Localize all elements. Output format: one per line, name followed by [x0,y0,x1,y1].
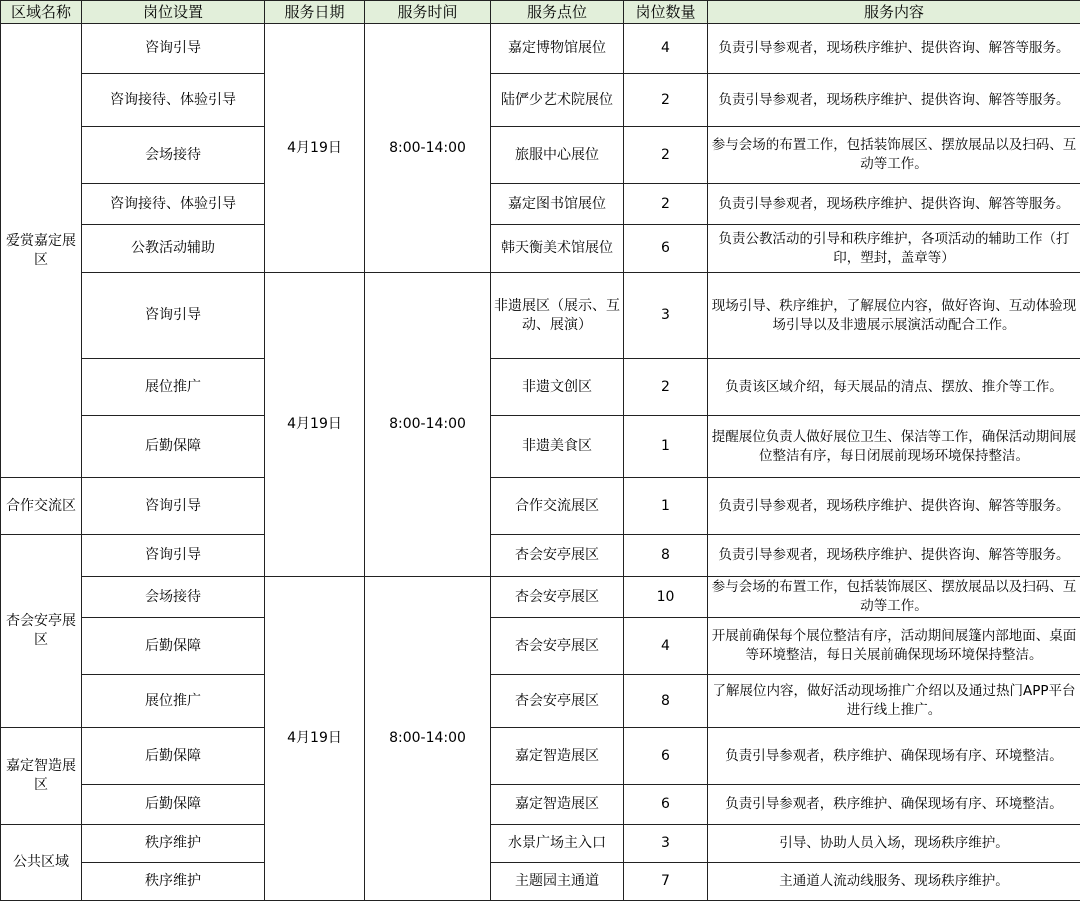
time-cell: 8:00-14:00 [365,273,491,577]
post-cell: 秩序维护 [82,825,265,863]
header-time: 服务时间 [365,1,491,24]
header-region: 区域名称 [1,1,82,24]
table-row [1,785,1080,825]
post-cell: 咨询引导 [82,24,265,74]
header-post: 岗位设置 [82,1,265,24]
location-cell: 主题园主通道 [491,863,624,901]
count-cell: 7 [624,863,708,901]
region-cell: 杏会安亭展区 [1,535,82,728]
count-cell: 4 [624,618,708,675]
table-row [1,618,1080,675]
count-cell: 3 [624,825,708,863]
location-cell: 非遗展区（展示、互动、展演） [491,273,624,359]
content-cell: 负责引导参观者，秩序维护、确保现场有序、环境整洁。 [708,785,1080,825]
content-cell: 现场引导、秩序维护，了解展位内容，做好咨询、互动体验现场引导以及非遗展示展演活动配合工作。 [708,273,1080,359]
content-cell: 引导、协助人员入场，现场秩序维护。 [708,825,1080,863]
count-cell: 8 [624,535,708,577]
content-cell: 参与会场的布置工作，包括装饰展区、摆放展品以及扫码、互动等工作。 [708,577,1080,618]
time-cell: 8:00-14:00 [365,577,491,901]
content-cell: 负责引导参观者，现场秩序维护、提供咨询、解答等服务。 [708,184,1080,225]
post-cell: 后勤保障 [82,618,265,675]
content-cell: 提醒展位负责人做好展位卫生、保洁等工作，确保活动期间展位整洁有序，每日闭展前现场环境保持整洁。 [708,416,1080,478]
table-row [1,225,1080,273]
table-row [1,675,1080,728]
content-cell: 开展前确保每个展位整洁有序，活动期间展篷内部地面、桌面等环境整洁，每日关展前确保现场环境保持整洁。 [708,618,1080,675]
location-cell: 嘉定智造展区 [491,728,624,785]
table-row [1,127,1080,184]
content-cell: 负责引导参观者，秩序维护、确保现场有序、环境整洁。 [708,728,1080,785]
time-cell: 8:00-14:00 [365,24,491,273]
header-count: 岗位数量 [624,1,708,24]
count-cell: 8 [624,675,708,728]
region-cell: 爱赏嘉定展区 [1,24,82,478]
content-cell: 负责引导参观者，现场秩序维护、提供咨询、解答等服务。 [708,535,1080,577]
post-cell: 秩序维护 [82,863,265,901]
table-row [1,74,1080,127]
header-content: 服务内容 [708,1,1080,24]
post-cell: 咨询接待、体验引导 [82,184,265,225]
location-cell: 非遗文创区 [491,359,624,416]
header-location: 服务点位 [491,1,624,24]
post-cell: 后勤保障 [82,728,265,785]
table-row [1,825,1080,863]
post-cell: 咨询引导 [82,535,265,577]
location-cell: 陆俨少艺术院展位 [491,74,624,127]
header-row [1,1,1080,24]
post-cell: 咨询引导 [82,478,265,535]
post-cell: 咨询接待、体验引导 [82,74,265,127]
content-cell: 负责引导参观者，现场秩序维护、提供咨询、解答等服务。 [708,24,1080,74]
location-cell: 嘉定智造展区 [491,785,624,825]
location-cell: 杏会安亭展区 [491,577,624,618]
content-cell: 主通道人流动线服务、现场秩序维护。 [708,863,1080,901]
post-cell: 后勤保障 [82,785,265,825]
table-row [1,359,1080,416]
region-cell: 合作交流区 [1,478,82,535]
region-cell: 嘉定智造展区 [1,728,82,825]
table-row [1,478,1080,535]
post-cell: 展位推广 [82,675,265,728]
table-row [1,184,1080,225]
count-cell: 6 [624,785,708,825]
table-row [1,863,1080,901]
post-cell: 展位推广 [82,359,265,416]
count-cell: 2 [624,74,708,127]
post-cell: 公教活动辅助 [82,225,265,273]
date-cell: 4月19日 [265,577,365,901]
content-cell: 参与会场的布置工作，包括装饰展区、摆放展品以及扫码、互动等工作。 [708,127,1080,184]
post-cell: 会场接待 [82,577,265,618]
count-cell: 2 [624,359,708,416]
table-row [1,416,1080,478]
location-cell: 杏会安亭展区 [491,675,624,728]
date-cell: 4月19日 [265,273,365,577]
count-cell: 1 [624,478,708,535]
content-cell: 负责公教活动的引导和秩序维护，各项活动的辅助工作（打印，塑封，盖章等） [708,225,1080,273]
date-cell: 4月19日 [265,24,365,273]
table-row [1,535,1080,577]
count-cell: 1 [624,416,708,478]
location-cell: 非遗美食区 [491,416,624,478]
table-row [1,24,1080,74]
count-cell: 3 [624,273,708,359]
location-cell: 旅服中心展位 [491,127,624,184]
location-cell: 嘉定博物馆展位 [491,24,624,74]
count-cell: 2 [624,127,708,184]
post-cell: 后勤保障 [82,416,265,478]
content-cell: 负责引导参观者，现场秩序维护、提供咨询、解答等服务。 [708,478,1080,535]
location-cell: 杏会安亭展区 [491,535,624,577]
count-cell: 6 [624,225,708,273]
content-cell: 了解展位内容，做好活动现场推广介绍以及通过热门APP平台进行线上推广。 [708,675,1080,728]
post-cell: 会场接待 [82,127,265,184]
content-cell: 负责该区域介绍，每天展品的清点、摆放、推介等工作。 [708,359,1080,416]
location-cell: 合作交流展区 [491,478,624,535]
count-cell: 4 [624,24,708,74]
header-date: 服务日期 [265,1,365,24]
location-cell: 嘉定图书馆展位 [491,184,624,225]
count-cell: 10 [624,577,708,618]
location-cell: 韩天衡美术馆展位 [491,225,624,273]
region-cell: 公共区域 [1,825,82,901]
count-cell: 6 [624,728,708,785]
location-cell: 杏会安亭展区 [491,618,624,675]
count-cell: 2 [624,184,708,225]
location-cell: 水景广场主入口 [491,825,624,863]
table-row [1,577,1080,618]
post-cell: 咨询引导 [82,273,265,359]
table-row [1,273,1080,359]
table-row [1,728,1080,785]
content-cell: 负责引导参观者，现场秩序维护、提供咨询、解答等服务。 [708,74,1080,127]
